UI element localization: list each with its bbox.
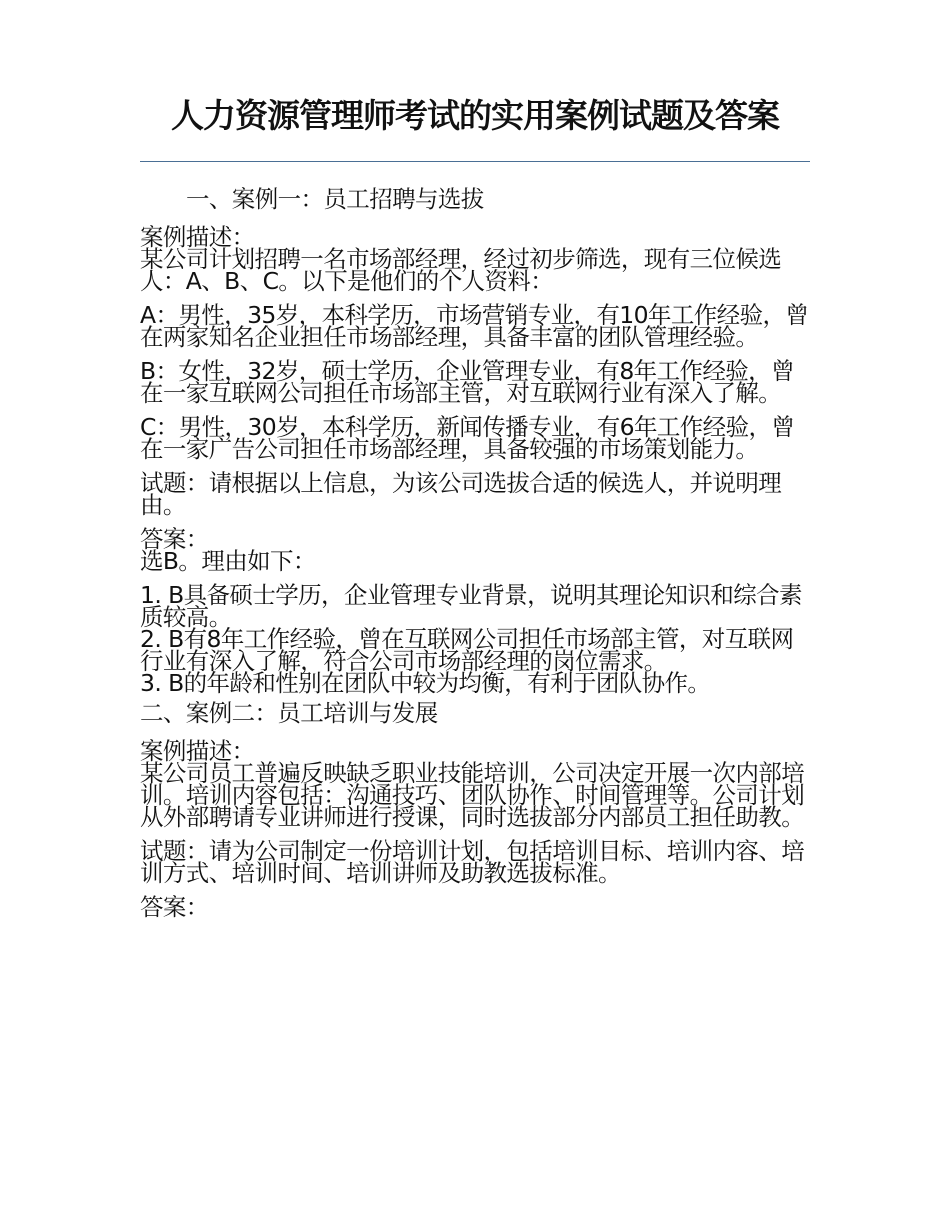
candidate-b: B：女性，32岁，硕士学历，企业管理专业，有8年工作经验，曾在一家互联网公司担任市场部主管，对互联网行业有深入了解。 [140,357,794,407]
candidate-a: A：男性，35岁，本科学历，市场营销专业，有10年工作经验，曾在两家知名企业担任市场部经理，具备丰富的团队管理经验。 [140,301,809,351]
case1-description: 某公司计划招聘一名市场部经理，经过初步筛选，现有三位候选人：A、B、C。以下是他们的个人资料： [140,245,782,295]
title-divider [140,161,810,162]
case2-description: 某公司员工普遍反映缺乏职业技能培训，公司决定开展一次内部培训。培训内容包括：沟通技巧、团队协作、时间管理等。公司计划从外部聘请专业讲师进行授课，同时选拔部分内部员工担任助教。 [140,759,805,831]
case2-heading: 二、案例二：员工培训与发展 [140,699,438,727]
case2-desc-label: 案例描述： [140,737,255,765]
case1-answer-intro: 选B。理由如下： [140,547,316,575]
candidate-c: C：男性，30岁，本科学历，新闻传播专业，有6年工作经验，曾在一家广告公司担任市场部经理，具备较强的市场策划能力。 [140,413,795,463]
reason-1: 1. B具备硕士学历，企业管理专业背景，说明其理论知识和综合素质较高。 [140,581,802,631]
case1-answer-label: 答案： [140,525,209,553]
case2-question: 试题：请为公司制定一份培训计划，包括培训目标、培训内容、培训方式、培训时间、培训讲师及助教选拔标准。 [140,837,805,887]
reason-2: 2. B有8年工作经验，曾在互联网公司担任市场部主管，对互联网行业有深入了解，符合公司市场部经理的岗位需求。 [140,625,794,675]
case2-answer-label: 答案： [140,893,209,921]
case1-heading: 一、案例一：员工招聘与选拔 [186,185,484,213]
case1-question: 试题：请根据以上信息，为该公司选拔合适的候选人，并说明理由。 [140,469,782,519]
case1-desc-label: 案例描述： [140,223,255,251]
document-title: 人力资源管理师考试的实用案例试题及答案 [171,96,779,135]
document-body [140,178,812,921]
reason-3: 3. B的年龄和性别在团队中较为均衡，有利于团队协作。 [140,669,711,697]
